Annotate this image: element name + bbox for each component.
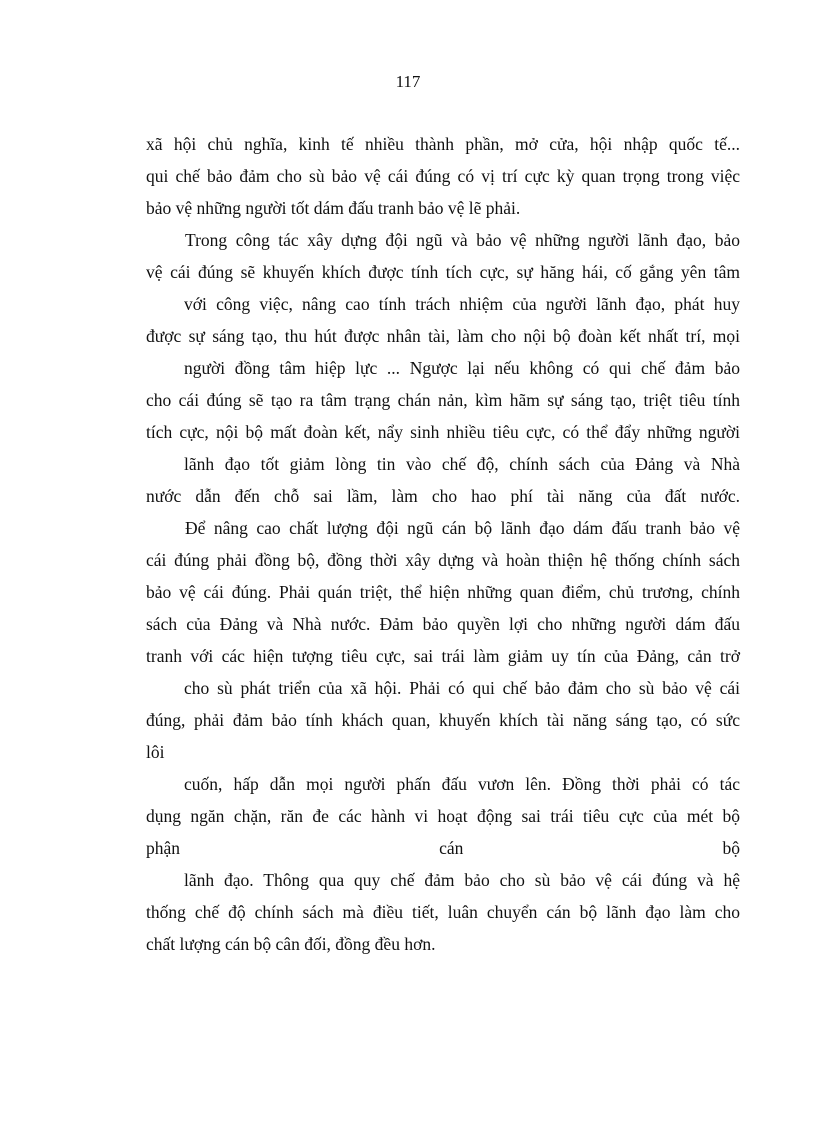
text-line: bảo vệ những người tốt dám đấu tranh bảo vệ lẽ phải. [146,198,521,218]
text-line: xã hội chủ nghĩa, kinh tế nhiều thành phần, mở cửa, hội nhập quốc tế... [146,134,740,154]
word: cán [439,838,464,858]
text-line: người đồng tâm hiệp lực ... Ngược lại nếu không có qui chế đảm bảo [184,358,740,378]
text-line: cái đúng phải đồng bộ, đồng thời xây dựng và hoàn thiện hệ thống chính sách [146,550,740,570]
text-line: tranh với các hiện tượng tiêu cực, sai trái làm giảm uy tín của Đảng, cản trở [146,646,740,666]
text-line: cho sù phát triển của xã hội. Phải có qui chế bảo đảm cho sù bảo vệ cái [184,678,740,698]
text-line: cho cái đúng sẽ tạo ra tâm trạng chán nản, kìm hãm sự sáng tạo, triệt tiêu tính [146,390,740,410]
text-line: chất lượng cán bộ cân đối, đồng đều hơn. [146,934,436,954]
paragraph-first-line: Để nâng cao chất lượng đội ngũ cán bộ lãnh đạo dám đấu tranh bảo vệ [185,518,740,538]
text-line: nước dẫn đến chỗ sai lầm, làm cho hao phí tài năng của đất nước. [146,486,740,506]
word: bộ [722,838,740,858]
text-line: lãnh đạo. Thông qua quy chế đảm bảo cho sù bảo vệ cái đúng và hệ [184,870,740,890]
paragraph-first-line: Trong công tác xây dựng đội ngũ và bảo vệ những người lãnh đạo, bảo [185,230,740,250]
text-line: tích cực, nội bộ mất đoàn kết, nẩy sinh nhiều tiêu cực, có thể đẩy những người [146,422,740,442]
text-line: bảo vệ cái đúng. Phải quán triệt, thể hiện những quan điểm, chủ trương, chính [146,582,740,602]
text-line: đúng, phải đảm bảo tính khách quan, khuyến khích tài năng sáng tạo, có sức [146,710,740,730]
text-line: được sự sáng tạo, thu hút được nhân tài, làm cho nội bộ đoàn kết nhất trí, mọi [146,326,740,346]
text-line: dụng ngăn chặn, răn đe các hành vi hoạt động sai trái tiêu cực của mét bộ [146,806,740,826]
page-number: 117 [395,72,421,91]
text-line: sách của Đảng và Nhà nước. Đảm bảo quyền lợi cho những người dám đấu [146,614,740,634]
word: phận [146,838,181,858]
text-line: qui chế bảo đảm cho sù bảo vệ cái đúng có vị trí cực kỳ quan trọng trong việc [146,166,740,186]
text-line: vệ cái đúng sẽ khuyến khích được tính tích cực, sự hăng hái, cố gắng yên tâm [146,262,740,282]
text-line: lôi [146,742,165,762]
text-line-spread [146,832,740,864]
text-line: với công việc, nâng cao tính trách nhiệm của người lãnh đạo, phát huy [184,294,740,314]
text-line: cuốn, hấp dẫn mọi người phấn đấu vươn lên. Đồng thời phải có tác [184,774,740,794]
text-line: thống chế độ chính sách mà điều tiết, luân chuyển cán bộ lãnh đạo làm cho [146,902,740,922]
text-line: lãnh đạo tốt giảm lòng tin vào chế độ, chính sách của Đảng và Nhà [184,454,740,474]
body-text [146,128,740,960]
